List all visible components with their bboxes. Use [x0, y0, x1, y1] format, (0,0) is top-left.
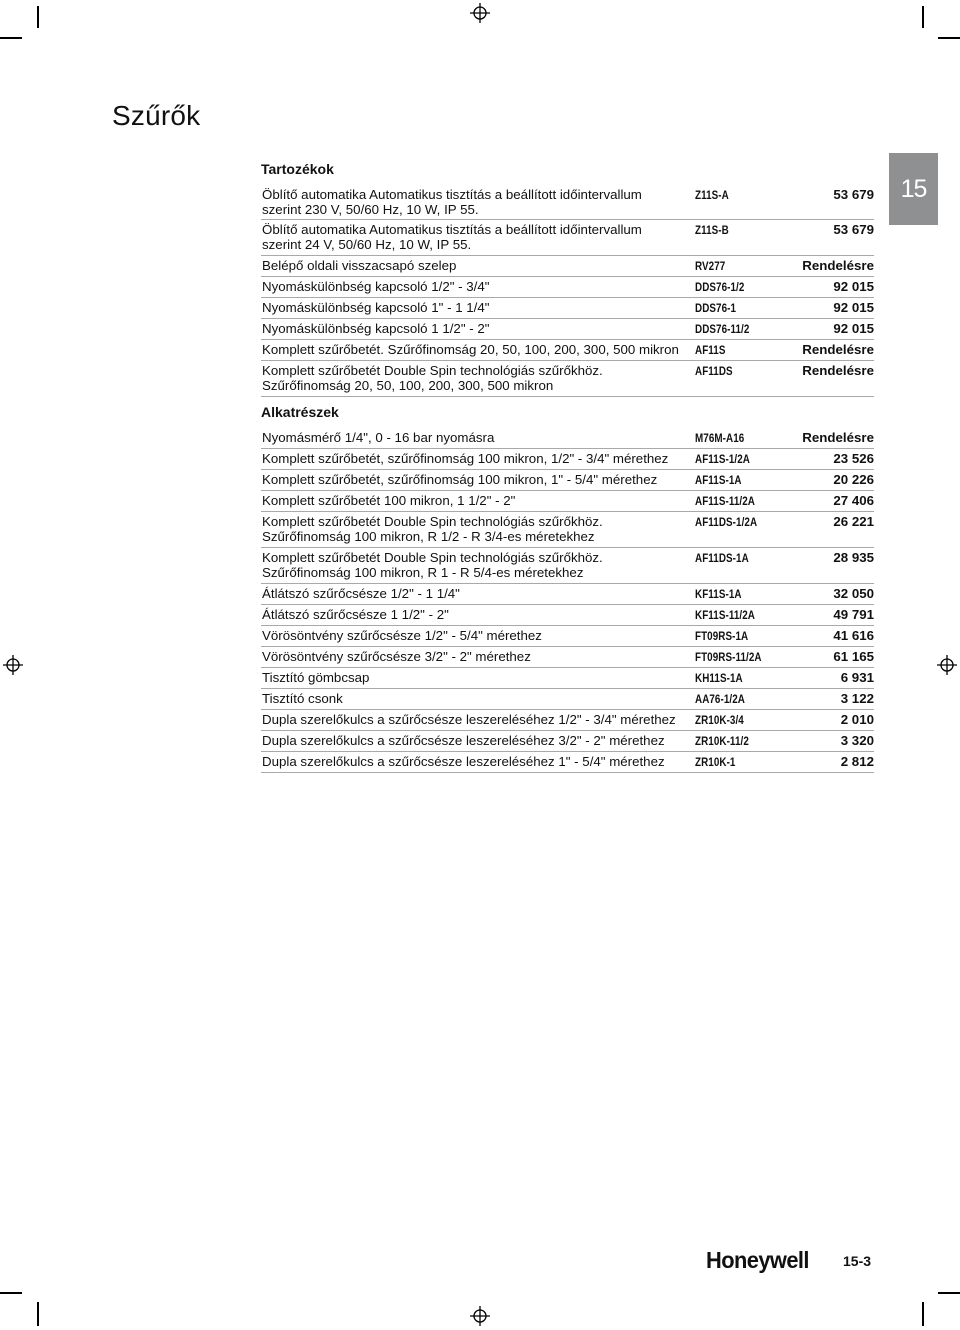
item-price: 3 320 — [840, 733, 874, 748]
item-description-line: Dupla szerelőkulcs a szűrőcsésze leszereléséhez 1/2" - 3/4" mérethez — [262, 712, 676, 727]
item-code: ZR10K-3/4 — [695, 713, 744, 727]
item-description — [262, 342, 687, 357]
item-description-line: Vörösöntvény szűrőcsésze 3/2" - 2" mérethez — [262, 649, 531, 664]
item-code: DDS76-11/2 — [695, 322, 750, 336]
item-description — [262, 733, 687, 748]
item-price: 49 791 — [833, 607, 874, 622]
item-description-line: Komplett szűrőbetét Double Spin technológiás szűrőkhöz. — [262, 514, 603, 529]
item-description — [262, 187, 687, 217]
item-price: 28 935 — [833, 550, 874, 565]
item-code: DDS76-1/2 — [695, 280, 745, 294]
item-description-line: Nyomáskülönbség kapcsoló 1/2" - 3/4" — [262, 279, 490, 294]
item-price: Rendelésre — [802, 363, 874, 378]
item-code: KF11S-11/2A — [695, 608, 755, 622]
item-code: ZR10K-1 — [695, 755, 736, 769]
registration-mark-icon — [470, 3, 490, 23]
item-code: AF11DS-1A — [695, 551, 749, 565]
item-description-line: szerint 24 V, 50/60 Hz, 10 W, IP 55. — [262, 237, 472, 252]
table-row — [261, 607, 874, 626]
item-description-line: Nyomáskülönbség kapcsoló 1" - 1 1/4" — [262, 300, 490, 315]
table-row — [261, 712, 874, 731]
item-price: 92 015 — [833, 300, 874, 315]
table-row — [261, 342, 874, 361]
item-price: 92 015 — [833, 321, 874, 336]
table-row — [261, 691, 874, 710]
section-title-parts: Alkatrészek — [261, 404, 339, 420]
crop-mark — [922, 6, 924, 28]
item-code: AF11S — [695, 343, 726, 357]
item-description-line: Komplett szűrőbetét, szűrőfinomság 100 mikron, 1/2" - 3/4" mérethez — [262, 451, 669, 466]
page-number: 15-3 — [843, 1253, 872, 1269]
table-row — [261, 514, 874, 548]
brand-logo: Honeywell — [706, 1247, 809, 1273]
item-description-line: Nyomásmérő 1/4", 0 - 16 bar nyomásra — [262, 430, 495, 445]
item-description-line: Átlátszó szűrőcsésze 1/2" - 1 1/4" — [262, 586, 460, 601]
item-description-line: Komplett szűrőbetét Double Spin technológiás szűrőkhöz. — [262, 550, 603, 565]
item-code: AF11DS-1/2A — [695, 515, 758, 529]
item-code: FT09RS-1A — [695, 629, 749, 643]
crop-mark — [37, 1302, 39, 1326]
item-description-line: Komplett szűrőbetét. Szűrőfinomság 20, 50, 100, 200, 300, 500 mikron — [262, 342, 679, 357]
item-description-line: Dupla szerelőkulcs a szűrőcsésze leszereléséhez 1" - 5/4" mérethez — [262, 754, 665, 769]
item-description — [262, 607, 687, 622]
item-description — [262, 451, 687, 466]
item-description-line: Komplett szűrőbetét, szűrőfinomság 100 mikron, 1" - 5/4" mérethez — [262, 472, 658, 487]
item-description-line: Tisztító csonk — [262, 691, 343, 706]
item-code: AF11DS — [695, 364, 733, 378]
item-description — [262, 712, 687, 727]
item-price: Rendelésre — [802, 258, 874, 273]
item-code: KF11S-1A — [695, 587, 742, 601]
table-row — [261, 363, 874, 397]
item-description — [262, 550, 687, 580]
table-row — [261, 493, 874, 512]
item-description-line: szerint 230 V, 50/60 Hz, 10 W, IP 55. — [262, 202, 479, 217]
item-code: AF11S-11/2A — [695, 494, 755, 508]
item-description-line: Átlátszó szűrőcsésze 1 1/2" - 2" — [262, 607, 449, 622]
item-code: DDS76-1 — [695, 301, 737, 315]
item-description — [262, 363, 687, 393]
item-description — [262, 649, 687, 664]
item-code: M76M-A16 — [695, 431, 745, 445]
item-price: 41 616 — [833, 628, 874, 643]
item-description — [262, 628, 687, 643]
item-price: 27 406 — [833, 493, 874, 508]
table-row — [261, 733, 874, 752]
item-description-line: Dupla szerelőkulcs a szűrőcsésze leszereléséhez 3/2" - 2" mérethez — [262, 733, 665, 748]
table-row — [261, 222, 874, 256]
item-description-line: Komplett szűrőbetét Double Spin technológiás szűrőkhöz. — [262, 363, 603, 378]
table-row — [261, 321, 874, 340]
table-row — [261, 628, 874, 647]
item-code: RV277 — [695, 259, 726, 273]
table-row — [261, 187, 874, 220]
item-price: 2 010 — [840, 712, 874, 727]
item-description — [262, 472, 687, 487]
table-row — [261, 649, 874, 668]
item-description — [262, 670, 687, 685]
item-price: 53 679 — [833, 187, 874, 202]
item-code: Z11S-A — [695, 188, 729, 202]
item-description-line: Belépő oldali visszacsapó szelep — [262, 258, 457, 273]
registration-mark-icon — [937, 655, 957, 675]
item-description — [262, 586, 687, 601]
crop-mark — [922, 1302, 924, 1326]
item-description-line: Szűrőfinomság 100 mikron, R 1/2 - R 3/4-es méretekhez — [262, 529, 595, 544]
item-price: 23 526 — [833, 451, 874, 466]
item-code: AF11S-1A — [695, 473, 742, 487]
table-row — [261, 430, 874, 449]
item-description-line: Öblítő automatika Automatikus tisztítás a beállított időintervallum — [262, 187, 642, 202]
item-price: 32 050 — [833, 586, 874, 601]
item-price: 26 221 — [833, 514, 874, 529]
item-description-line: Öblítő automatika Automatikus tisztítás a beállított időintervallum — [262, 222, 642, 237]
crop-mark — [938, 37, 960, 39]
item-description — [262, 222, 687, 252]
registration-mark-icon — [3, 655, 23, 675]
table-row — [261, 754, 874, 773]
item-code: ZR10K-11/2 — [695, 734, 749, 748]
table-row — [261, 300, 874, 319]
item-description — [262, 754, 687, 769]
registration-mark-icon — [470, 1306, 490, 1326]
item-price: 3 122 — [840, 691, 874, 706]
item-price: 61 165 — [833, 649, 874, 664]
item-price: Rendelésre — [802, 430, 874, 445]
item-price: 6 931 — [840, 670, 874, 685]
item-description-line: Szűrőfinomság 100 mikron, R 1 - R 5/4-es méretekhez — [262, 565, 584, 580]
crop-mark — [938, 1292, 960, 1294]
item-description-line: Komplett szűrőbetét 100 mikron, 1 1/2" - 2" — [262, 493, 516, 508]
table-row — [261, 451, 874, 470]
item-description — [262, 300, 687, 315]
table-row — [261, 258, 874, 277]
item-price: 92 015 — [833, 279, 874, 294]
item-code: Z11S-B — [695, 223, 729, 237]
crop-mark — [0, 37, 22, 39]
table-row — [261, 670, 874, 689]
item-description — [262, 321, 687, 336]
item-code: AF11S-1/2A — [695, 452, 750, 466]
chapter-tab: 15 — [889, 153, 938, 225]
item-description — [262, 493, 687, 508]
item-description-line: Szűrőfinomság 20, 50, 100, 200, 300, 500 mikron — [262, 378, 554, 393]
item-description — [262, 258, 687, 273]
table-row — [261, 279, 874, 298]
item-description — [262, 514, 687, 544]
item-price: Rendelésre — [802, 342, 874, 357]
table-row — [261, 586, 874, 605]
item-code: AA76-1/2A — [695, 692, 745, 706]
crop-mark — [37, 6, 39, 28]
item-description-line: Tisztító gömbcsap — [262, 670, 370, 685]
item-price: 2 812 — [840, 754, 874, 769]
table-row — [261, 550, 874, 584]
item-description-line: Vörösöntvény szűrőcsésze 1/2" - 5/4" mérethez — [262, 628, 542, 643]
item-description — [262, 279, 687, 294]
item-code: FT09RS-11/2A — [695, 650, 762, 664]
item-code: KH11S-1A — [695, 671, 743, 685]
item-description-line: Nyomáskülönbség kapcsoló 1 1/2" - 2" — [262, 321, 490, 336]
crop-mark — [0, 1292, 22, 1294]
item-description — [262, 691, 687, 706]
table-row — [261, 472, 874, 491]
item-price: 53 679 — [833, 222, 874, 237]
page-title: Szűrők — [112, 100, 201, 131]
item-price: 20 226 — [833, 472, 874, 487]
item-description — [262, 430, 687, 445]
section-title-accessories: Tartozékok — [261, 161, 334, 177]
